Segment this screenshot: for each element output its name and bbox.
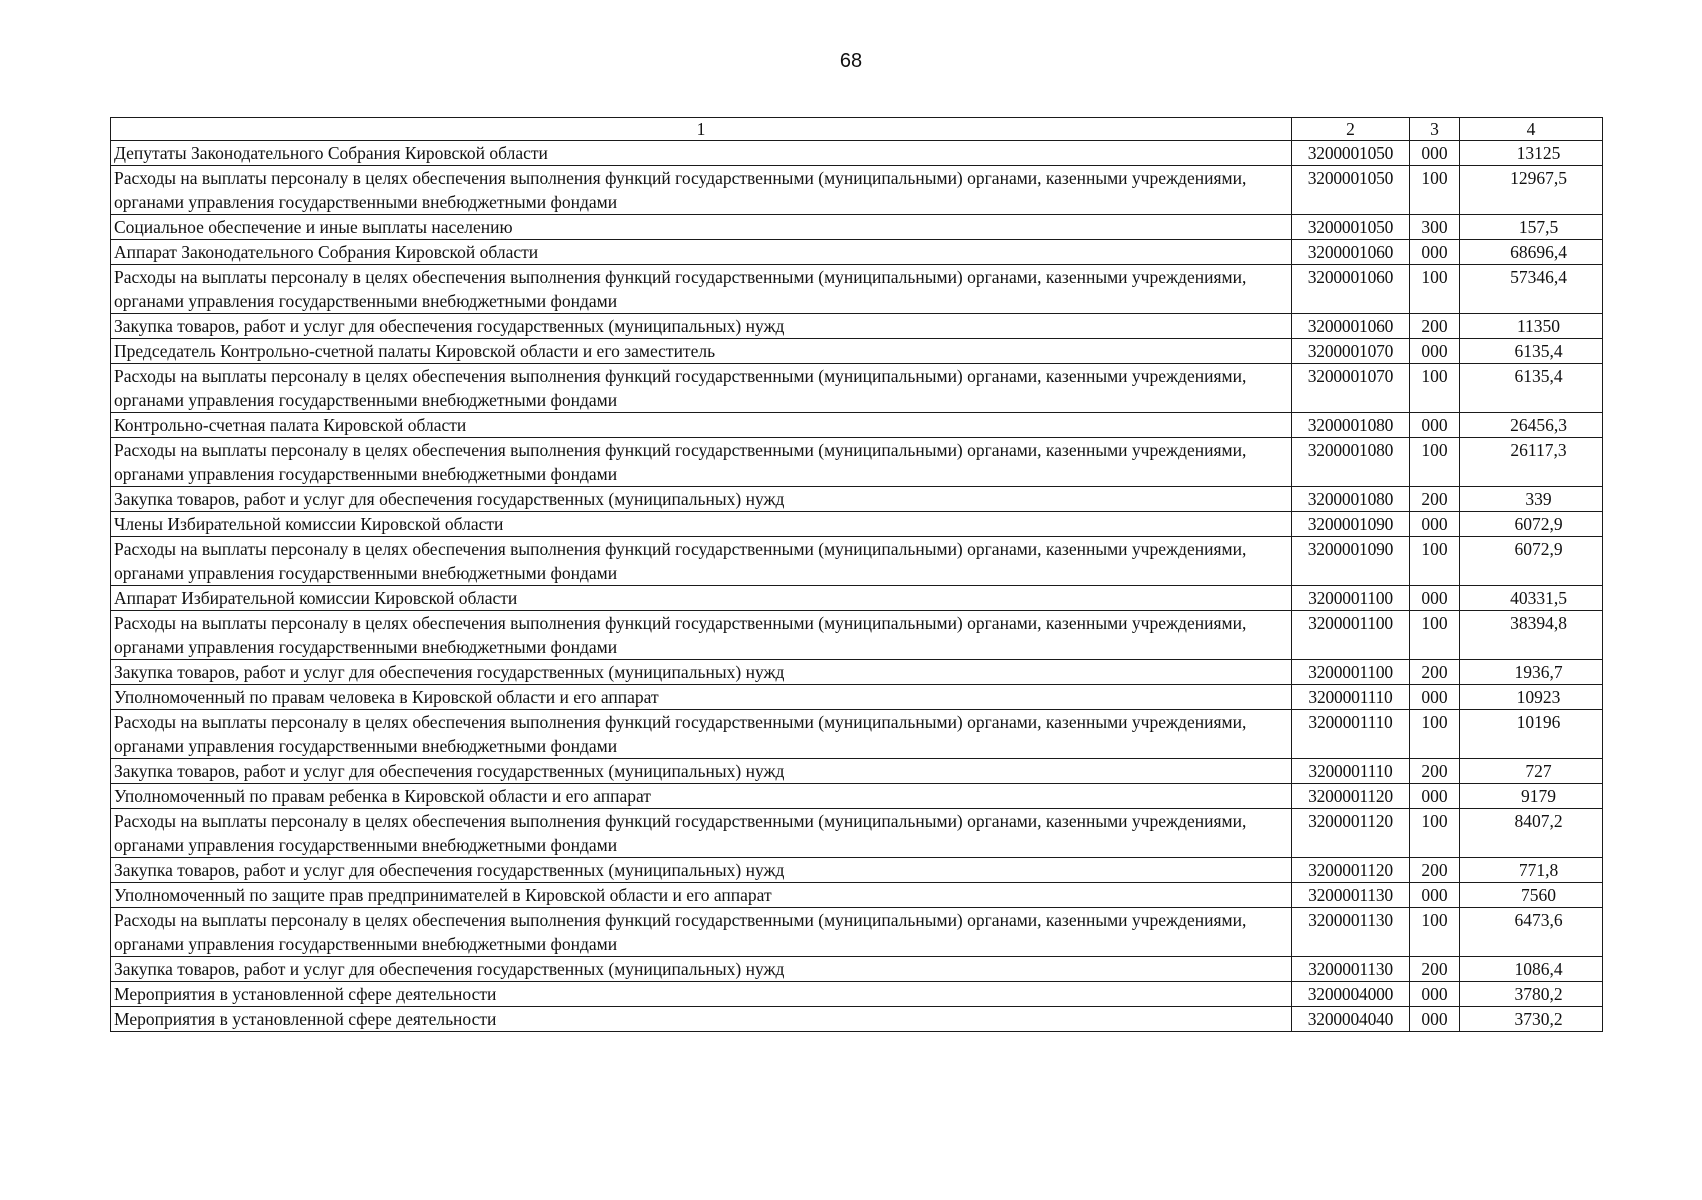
table-row (111, 364, 1603, 413)
row-code-cell: 3200001070 (1292, 364, 1410, 413)
row-code-cell: 3200004000 (1292, 982, 1410, 1007)
row-amount-cell: 6072,9 (1460, 537, 1603, 586)
header-row (111, 118, 1603, 141)
column-header-4: 4 (1460, 118, 1603, 141)
row-type-cell: 200 (1410, 858, 1460, 883)
row-name-cell: Уполномоченный по защите прав предпринимателей в Кировской области и его аппарат (111, 883, 1292, 908)
table-row (111, 759, 1603, 784)
row-type-cell: 200 (1410, 660, 1460, 685)
row-type-cell: 200 (1410, 487, 1460, 512)
row-amount-cell: 771,8 (1460, 858, 1603, 883)
row-name-cell: Социальное обеспечение и иные выплаты населению (111, 215, 1292, 240)
table-row (111, 438, 1603, 487)
row-amount-cell: 38394,8 (1460, 611, 1603, 660)
row-type-cell: 200 (1410, 759, 1460, 784)
row-type-cell: 000 (1410, 883, 1460, 908)
row-name-cell: Закупка товаров, работ и услуг для обеспечения государственных (муниципальных) нужд (111, 957, 1292, 982)
row-type-cell: 100 (1410, 438, 1460, 487)
row-type-cell: 000 (1410, 685, 1460, 710)
row-amount-cell: 7560 (1460, 883, 1603, 908)
row-amount-cell: 12967,5 (1460, 166, 1603, 215)
row-type-cell: 000 (1410, 1007, 1460, 1032)
row-code-cell: 3200001060 (1292, 265, 1410, 314)
row-name-cell: Расходы на выплаты персоналу в целях обеспечения выполнения функций государственными (муниципальными) органами, казенными учреждениями, органами управления государственными внебюджетными фондами (111, 611, 1292, 660)
row-type-cell: 100 (1410, 364, 1460, 413)
row-amount-cell: 339 (1460, 487, 1603, 512)
row-code-cell: 3200001090 (1292, 512, 1410, 537)
table-row (111, 685, 1603, 710)
row-amount-cell: 6135,4 (1460, 339, 1603, 364)
column-header-1: 1 (111, 118, 1292, 141)
row-name-cell: Закупка товаров, работ и услуг для обеспечения государственных (муниципальных) нужд (111, 314, 1292, 339)
row-amount-cell: 10923 (1460, 685, 1603, 710)
table-row (111, 487, 1603, 512)
row-name-cell: Расходы на выплаты персоналу в целях обеспечения выполнения функций государственными (муниципальными) органами, казенными учреждениями, органами управления государственными внебюджетными фондами (111, 809, 1292, 858)
row-code-cell: 3200001050 (1292, 141, 1410, 166)
row-type-cell: 000 (1410, 339, 1460, 364)
row-code-cell: 3200001110 (1292, 685, 1410, 710)
row-code-cell: 3200001080 (1292, 413, 1410, 438)
row-code-cell: 3200001130 (1292, 957, 1410, 982)
row-type-cell: 100 (1410, 908, 1460, 957)
row-code-cell: 3200001050 (1292, 215, 1410, 240)
row-amount-cell: 6072,9 (1460, 512, 1603, 537)
row-name-cell: Уполномоченный по правам человека в Кировской области и его аппарат (111, 685, 1292, 710)
row-name-cell: Закупка товаров, работ и услуг для обеспечения государственных (муниципальных) нужд (111, 858, 1292, 883)
table-row (111, 1007, 1603, 1032)
row-name-cell: Аппарат Избирательной комиссии Кировской области (111, 586, 1292, 611)
table-row (111, 537, 1603, 586)
table-row (111, 512, 1603, 537)
row-type-cell: 100 (1410, 809, 1460, 858)
row-type-cell: 100 (1410, 166, 1460, 215)
row-code-cell: 3200001080 (1292, 487, 1410, 512)
row-amount-cell: 3780,2 (1460, 982, 1603, 1007)
row-amount-cell: 8407,2 (1460, 809, 1603, 858)
row-name-cell: Закупка товаров, работ и услуг для обеспечения государственных (муниципальных) нужд (111, 759, 1292, 784)
row-type-cell: 000 (1410, 586, 1460, 611)
row-name-cell: Мероприятия в установленной сфере деятельности (111, 1007, 1292, 1032)
row-code-cell: 3200001110 (1292, 710, 1410, 759)
table-row (111, 883, 1603, 908)
row-amount-cell: 40331,5 (1460, 586, 1603, 611)
table-row (111, 611, 1603, 660)
budget-table (110, 117, 1603, 1032)
table-row (111, 809, 1603, 858)
table-row (111, 858, 1603, 883)
row-amount-cell: 10196 (1460, 710, 1603, 759)
table-row (111, 413, 1603, 438)
table-row (111, 265, 1603, 314)
table-header (111, 118, 1603, 141)
row-name-cell: Расходы на выплаты персоналу в целях обеспечения выполнения функций государственными (муниципальными) органами, казенными учреждениями, органами управления государственными внебюджетными фондами (111, 908, 1292, 957)
row-type-cell: 100 (1410, 537, 1460, 586)
row-code-cell: 3200001110 (1292, 759, 1410, 784)
row-name-cell: Расходы на выплаты персоналу в целях обеспечения выполнения функций государственными (муниципальными) органами, казенными учреждениями, органами управления государственными внебюджетными фондами (111, 438, 1292, 487)
row-code-cell: 3200001060 (1292, 314, 1410, 339)
row-code-cell: 3200001080 (1292, 438, 1410, 487)
row-type-cell: 100 (1410, 710, 1460, 759)
row-code-cell: 3200001090 (1292, 537, 1410, 586)
table-row (111, 339, 1603, 364)
row-amount-cell: 727 (1460, 759, 1603, 784)
row-name-cell: Расходы на выплаты персоналу в целях обеспечения выполнения функций государственными (муниципальными) органами, казенными учреждениями, органами управления государственными внебюджетными фондами (111, 537, 1292, 586)
row-name-cell: Контрольно-счетная палата Кировской области (111, 413, 1292, 438)
table-row (111, 660, 1603, 685)
row-name-cell: Расходы на выплаты персоналу в целях обеспечения выполнения функций государственными (муниципальными) органами, казенными учреждениями, органами управления государственными внебюджетными фондами (111, 710, 1292, 759)
row-amount-cell: 3730,2 (1460, 1007, 1603, 1032)
row-code-cell: 3200001100 (1292, 660, 1410, 685)
row-amount-cell: 1936,7 (1460, 660, 1603, 685)
row-type-cell: 000 (1410, 512, 1460, 537)
row-amount-cell: 6473,6 (1460, 908, 1603, 957)
row-code-cell: 3200001120 (1292, 809, 1410, 858)
row-type-cell: 000 (1410, 141, 1460, 166)
row-name-cell: Аппарат Законодательного Собрания Кировской области (111, 240, 1292, 265)
column-header-3: 3 (1410, 118, 1460, 141)
row-name-cell: Председатель Контрольно-счетной палаты Кировской области и его заместитель (111, 339, 1292, 364)
row-amount-cell: 13125 (1460, 141, 1603, 166)
row-name-cell: Мероприятия в установленной сфере деятельности (111, 982, 1292, 1007)
row-code-cell: 3200001070 (1292, 339, 1410, 364)
row-amount-cell: 11350 (1460, 314, 1603, 339)
row-amount-cell: 26456,3 (1460, 413, 1603, 438)
table-row (111, 957, 1603, 982)
row-type-cell: 000 (1410, 240, 1460, 265)
row-amount-cell: 26117,3 (1460, 438, 1603, 487)
row-code-cell: 3200001060 (1292, 240, 1410, 265)
row-amount-cell: 57346,4 (1460, 265, 1603, 314)
table-row (111, 784, 1603, 809)
row-code-cell: 3200001100 (1292, 586, 1410, 611)
row-name-cell: Члены Избирательной комиссии Кировской области (111, 512, 1292, 537)
row-code-cell: 3200001120 (1292, 858, 1410, 883)
table-body (111, 141, 1603, 1032)
row-name-cell: Расходы на выплаты персоналу в целях обеспечения выполнения функций государственными (муниципальными) органами, казенными учреждениями, органами управления государственными внебюджетными фондами (111, 265, 1292, 314)
table-row (111, 314, 1603, 339)
page-number: 68 (839, 50, 863, 72)
table-row (111, 166, 1603, 215)
row-type-cell: 100 (1410, 611, 1460, 660)
row-amount-cell: 1086,4 (1460, 957, 1603, 982)
row-type-cell: 000 (1410, 784, 1460, 809)
table-row (111, 215, 1603, 240)
row-code-cell: 3200001100 (1292, 611, 1410, 660)
row-code-cell: 3200001130 (1292, 908, 1410, 957)
table-row (111, 982, 1603, 1007)
row-amount-cell: 6135,4 (1460, 364, 1603, 413)
row-type-cell: 000 (1410, 413, 1460, 438)
row-code-cell: 3200001050 (1292, 166, 1410, 215)
row-type-cell: 300 (1410, 215, 1460, 240)
row-type-cell: 200 (1410, 314, 1460, 339)
row-code-cell: 3200001130 (1292, 883, 1410, 908)
row-amount-cell: 68696,4 (1460, 240, 1603, 265)
table-row (111, 586, 1603, 611)
row-code-cell: 3200001120 (1292, 784, 1410, 809)
table-row (111, 710, 1603, 759)
row-code-cell: 3200004040 (1292, 1007, 1410, 1032)
column-header-2: 2 (1292, 118, 1410, 141)
row-name-cell: Закупка товаров, работ и услуг для обеспечения государственных (муниципальных) нужд (111, 487, 1292, 512)
row-amount-cell: 9179 (1460, 784, 1603, 809)
table-row (111, 141, 1603, 166)
row-amount-cell: 157,5 (1460, 215, 1603, 240)
row-name-cell: Уполномоченный по правам ребенка в Кировской области и его аппарат (111, 784, 1292, 809)
row-name-cell: Депутаты Законодательного Собрания Кировской области (111, 141, 1292, 166)
row-name-cell: Расходы на выплаты персоналу в целях обеспечения выполнения функций государственными (муниципальными) органами, казенными учреждениями, органами управления государственными внебюджетными фондами (111, 364, 1292, 413)
row-name-cell: Закупка товаров, работ и услуг для обеспечения государственных (муниципальных) нужд (111, 660, 1292, 685)
table-row (111, 908, 1603, 957)
table-row (111, 240, 1603, 265)
row-type-cell: 000 (1410, 982, 1460, 1007)
row-type-cell: 200 (1410, 957, 1460, 982)
row-name-cell: Расходы на выплаты персоналу в целях обеспечения выполнения функций государственными (муниципальными) органами, казенными учреждениями, органами управления государственными внебюджетными фондами (111, 166, 1292, 215)
row-type-cell: 100 (1410, 265, 1460, 314)
